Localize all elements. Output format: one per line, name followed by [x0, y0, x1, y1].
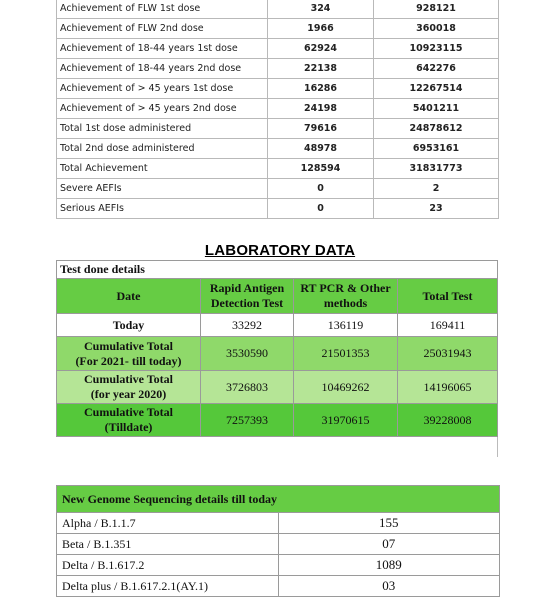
- table-row: [57, 119, 499, 139]
- variant-count: 1089: [278, 555, 500, 576]
- table-row: [57, 555, 500, 576]
- table-row: [57, 0, 499, 19]
- spacer-cell: [57, 437, 498, 458]
- rapid-value: 7257393: [201, 404, 294, 437]
- table-row: [57, 314, 498, 337]
- label-line: (For 2021- till today): [75, 353, 182, 368]
- label-line: Cumulative Total: [83, 372, 173, 386]
- row-label: Achievement of 18-44 years 1st dose: [57, 39, 268, 59]
- label-line: Cumulative Total: [83, 405, 173, 419]
- table-row: [57, 99, 499, 119]
- variant-count: 03: [278, 576, 500, 597]
- table-row: [57, 59, 499, 79]
- table-row: [57, 576, 500, 597]
- header-line: methods: [323, 296, 368, 310]
- row-label: [57, 337, 201, 371]
- row-label: Achievement of FLW 1st dose: [57, 0, 268, 19]
- variant-name: Alpha / B.1.1.7: [57, 513, 279, 534]
- day-value: 128594: [268, 159, 374, 179]
- day-value: 24198: [268, 99, 374, 119]
- cumulative-value: 12267514: [374, 79, 499, 99]
- day-value: 48978: [268, 139, 374, 159]
- table-row: [57, 199, 499, 219]
- variant-name: Beta / B.1.351: [57, 534, 279, 555]
- cumulative-value: 5401211: [374, 99, 499, 119]
- header-line: RT PCR & Other: [300, 281, 391, 295]
- day-value: 0: [268, 199, 374, 219]
- rtpcr-value: 31970615: [294, 404, 398, 437]
- column-header-rtpcr: [294, 279, 398, 314]
- table-row: [57, 159, 499, 179]
- section-title: LABORATORY DATA: [204, 242, 356, 259]
- rapid-value: 33292: [201, 314, 294, 337]
- rtpcr-value: 21501353: [294, 337, 398, 371]
- row-label: [57, 371, 201, 404]
- table-row: [57, 39, 499, 59]
- label-line: (Tilldate): [104, 420, 153, 434]
- cumulative-value: 6953161: [374, 139, 499, 159]
- table-spacer-row: [57, 437, 498, 458]
- row-label: Total 2nd dose administered: [57, 139, 268, 159]
- header-line: Rapid Antigen: [209, 281, 285, 295]
- column-header-date: Date: [57, 279, 201, 314]
- table-row: [57, 513, 500, 534]
- cumulative-value: 2: [374, 179, 499, 199]
- variant-name: Delta plus / B.1.617.2.1(AY.1): [57, 576, 279, 597]
- table-row: [57, 337, 498, 371]
- table-row: [57, 534, 500, 555]
- total-value: 169411: [398, 314, 498, 337]
- table-row: [57, 404, 498, 437]
- row-label: Achievement of FLW 2nd dose: [57, 19, 268, 39]
- column-header-rapid: [201, 279, 294, 314]
- total-value: 14196065: [398, 371, 498, 404]
- table-row: [57, 19, 499, 39]
- row-label: Total Achievement: [57, 159, 268, 179]
- table-title: New Genome Sequencing details till today: [57, 486, 500, 513]
- row-label: Achievement of > 45 years 1st dose: [57, 79, 268, 99]
- label-line: Cumulative Total: [83, 338, 173, 353]
- rapid-value: 3726803: [201, 371, 294, 404]
- rtpcr-value: 136119: [294, 314, 398, 337]
- table-header-row: [57, 486, 500, 513]
- row-label: Severe AEFIs: [57, 179, 268, 199]
- table-row: [57, 179, 499, 199]
- row-label: Achievement of 18-44 years 2nd dose: [57, 59, 268, 79]
- cumulative-value: 10923115: [374, 39, 499, 59]
- table-caption: Test done details: [57, 261, 498, 279]
- cumulative-value: 23: [374, 199, 499, 219]
- table-caption-row: [57, 261, 498, 279]
- day-value: 324: [268, 0, 374, 19]
- row-label: Today: [57, 314, 201, 337]
- header-line: Detection Test: [210, 296, 284, 310]
- row-label: Achievement of > 45 years 2nd dose: [57, 99, 268, 119]
- variant-count: 155: [278, 513, 500, 534]
- laboratory-table: [56, 260, 498, 457]
- table-row: [57, 371, 498, 404]
- cumulative-value: 642276: [374, 59, 499, 79]
- table-row: [57, 139, 499, 159]
- vaccination-table: [56, 0, 499, 219]
- day-value: 79616: [268, 119, 374, 139]
- cumulative-value: 31831773: [374, 159, 499, 179]
- table-header-row: [57, 279, 498, 314]
- column-header-total: Total Test: [398, 279, 498, 314]
- total-value: 39228008: [398, 404, 498, 437]
- day-value: 62924: [268, 39, 374, 59]
- total-value: 25031943: [398, 337, 498, 371]
- variant-name: Delta / B.1.617.2: [57, 555, 279, 576]
- row-label: Total 1st dose administered: [57, 119, 268, 139]
- day-value: 16286: [268, 79, 374, 99]
- cumulative-value: 360018: [374, 19, 499, 39]
- day-value: 22138: [268, 59, 374, 79]
- row-label: [57, 404, 201, 437]
- label-line: (for year 2020): [90, 387, 167, 401]
- variant-count: 07: [278, 534, 500, 555]
- rtpcr-value: 10469262: [294, 371, 398, 404]
- cumulative-value: 24878612: [374, 119, 499, 139]
- row-label: Serious AEFIs: [57, 199, 268, 219]
- cumulative-value: 928121: [374, 0, 499, 19]
- rapid-value: 3530590: [201, 337, 294, 371]
- day-value: 1966: [268, 19, 374, 39]
- table-row: [57, 79, 499, 99]
- genome-sequencing-table: [56, 485, 500, 597]
- day-value: 0: [268, 179, 374, 199]
